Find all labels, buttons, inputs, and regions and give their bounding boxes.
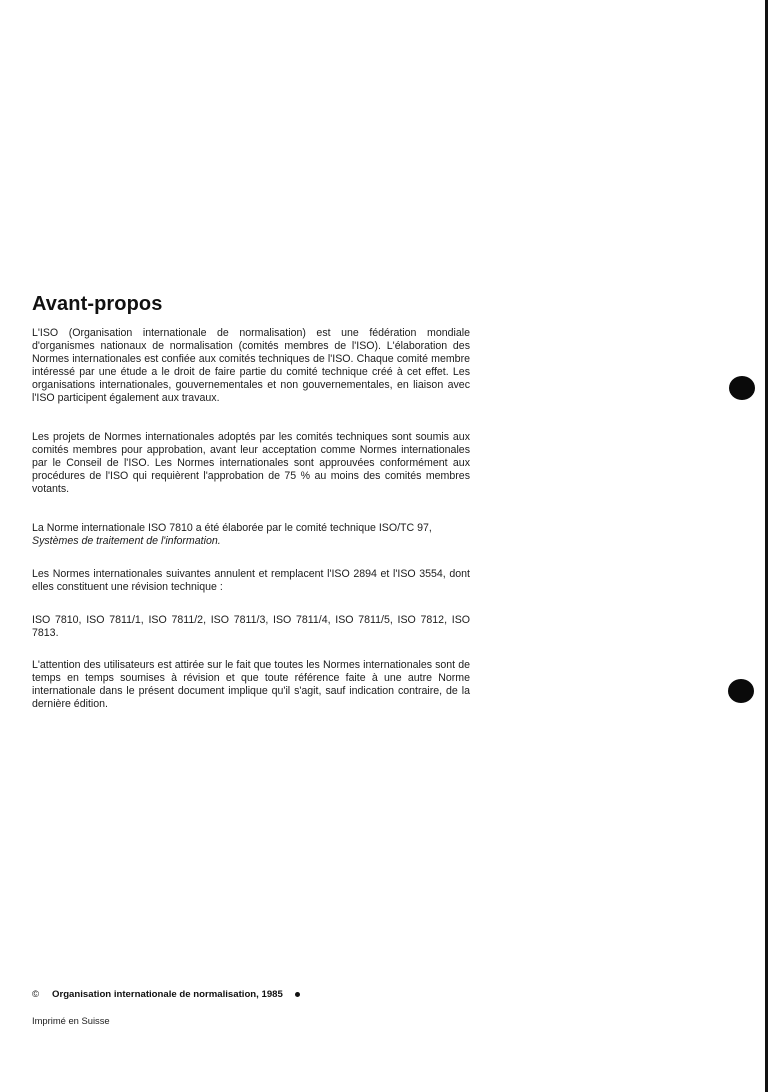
- paragraph-iso-intro: L'ISO (Organisation internationale de normalisation) est une fédération mondiale d'organismes nationaux de normalisation (comités membres de l'ISO). L'élaboration des Normes internationales est confiée aux comités techniques de l'ISO. Chaque comité membre intéressé par une étude a le droit de faire partie du comité technique créé à cet effet. Les organisations internationales, gouvernementales et non gouvernementales, en liaison avec l'ISO participent également aux travaux.: [32, 327, 470, 404]
- copyright-icon: ©: [32, 989, 40, 1000]
- punch-hole-icon: [729, 376, 755, 400]
- paragraph-committee: [32, 522, 470, 548]
- paragraph-approval: Les projets de Normes internationales adoptés par les comités techniques sont soumis aux comités membres pour approbation, avant leur acceptation comme Normes internationales par le Conseil de l'ISO. Les Normes internationales sont approuvées conformément aux procédures de l'ISO qui requièrent l'approbation de 75 % au moins des comités membres votants.: [32, 431, 470, 495]
- punch-hole-icon: [728, 679, 754, 703]
- bullet-icon: [295, 992, 300, 997]
- paragraph-replaces: Les Normes internationales suivantes annulent et remplacent l'ISO 2894 et l'ISO 3554, dont elles constituent une révision technique :: [32, 568, 470, 593]
- paragraph-revision-notice: L'attention des utilisateurs est attirée sur le fait que toutes les Normes internationales sont de temps en temps soumises à révision et que toute référence faite à une autre Norme internationale dans le présent document implique qu'il s'agit, sauf indication contraire, de la dernière édition.: [32, 659, 470, 710]
- paragraph-standards-list: ISO 7810, ISO 7811/1, ISO 7811/2, ISO 7811/3, ISO 7811/4, ISO 7811/5, ISO 7812, ISO 7813.: [32, 614, 470, 639]
- page-title: Avant-propos: [32, 293, 163, 315]
- copyright-text: Organisation internationale de normalisation, 1985: [52, 989, 283, 1000]
- printed-in: Imprimé en Suisse: [32, 1015, 110, 1026]
- copyright-line: [32, 989, 300, 1000]
- committee-title-italic: Systèmes de traitement de l'information.: [32, 535, 221, 547]
- committee-text: La Norme internationale ISO 7810 a été élaborée par le comité technique ISO/TC 97,: [32, 522, 432, 534]
